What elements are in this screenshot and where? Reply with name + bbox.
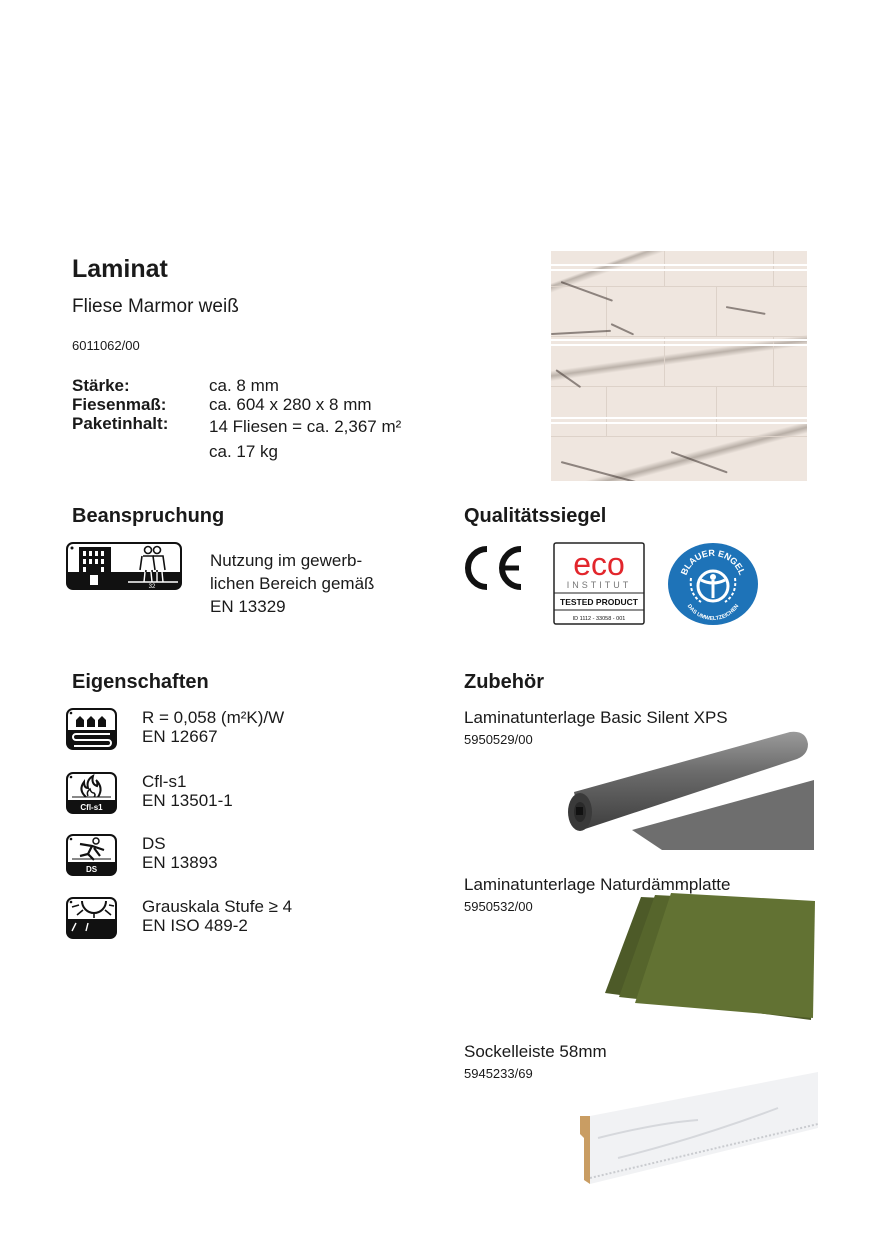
spec-label: Stärke:: [72, 376, 130, 395]
usage-standard: EN 13329: [210, 597, 286, 616]
property-text: [142, 897, 292, 935]
property-value: Cfl-s1: [142, 772, 187, 791]
accessory-name: Sockelleiste 58mm: [464, 1042, 607, 1061]
green-insulation-boards-image: [605, 893, 815, 1020]
spec-row-package: [72, 414, 401, 461]
spec-value: ca. 8 mm: [209, 376, 279, 395]
svg-text:DAS UMWELTZEICHEN: DAS UMWELTZEICHEN: [685, 603, 741, 623]
spec-row-thickness: [72, 376, 401, 395]
product-name: Fliese Marmor weiß: [72, 296, 239, 317]
fire-class-icon: [66, 772, 117, 814]
svg-text:ID 1112 - 33058 - 001: ID 1112 - 33058 - 001: [572, 616, 626, 622]
spec-label: Paketinhalt:: [72, 414, 169, 433]
spec-table: [72, 376, 401, 461]
property-value: DS: [142, 834, 166, 853]
section-heading-qualitaetssiegel: Qualitätssiegel: [464, 505, 607, 527]
light-fastness-icon: [66, 897, 117, 939]
use-class-label: 32: [148, 584, 156, 590]
property-value: R = 0,058 (m²K)/W: [142, 708, 285, 727]
commercial-use-class-32-icon: [66, 542, 182, 590]
article-number: 6011062/00: [72, 338, 140, 353]
svg-text:TESTED PRODUCT: TESTED PRODUCT: [560, 597, 638, 607]
ce-mark-icon: [459, 543, 527, 593]
spec-row-dimensions: [72, 395, 401, 414]
svg-text:DS: DS: [85, 865, 98, 874]
svg-text:BLAUER ENGEL: BLAUER ENGEL: [678, 547, 748, 577]
svg-text:INSTITUT: INSTITUT: [566, 580, 632, 590]
underlay-roll-image: [562, 730, 814, 850]
property-text: [142, 708, 284, 746]
section-heading-eigenschaften: Eigenschaften: [72, 671, 209, 693]
property-standard: EN ISO 489-2: [142, 916, 248, 935]
section-heading-beanspruchung: Beanspruchung: [72, 505, 225, 527]
spec-value: [209, 414, 401, 461]
accessory-number: 5950529/00: [464, 732, 533, 747]
eco-institut-seal-icon: [553, 542, 645, 625]
property-standard: EN 13893: [142, 853, 218, 872]
spec-value: ca. 604 x 280 x 8 mm: [209, 395, 372, 414]
slip-resistance-icon: [66, 834, 117, 876]
accessory-name: Laminatunterlage Naturdämmplatte: [464, 875, 731, 894]
spec-value-area: 14 Fliesen = ca. 2,367 m²: [209, 417, 402, 436]
underfloor-heating-icon: [66, 708, 117, 750]
property-standard: EN 13501-1: [142, 791, 233, 810]
usage-line: lichen Bereich gemäß: [210, 574, 375, 593]
property-value: Grauskala Stufe ≥ 4: [142, 897, 293, 916]
svg-text:eco: eco: [573, 546, 625, 582]
blauer-engel-seal-icon: [667, 542, 759, 626]
product-category-title: Laminat: [72, 255, 168, 283]
section-heading-zubehoer: Zubehör: [464, 671, 544, 693]
property-text: [142, 834, 218, 872]
accessory-number: 5950532/00: [464, 899, 533, 914]
accessory-number: 5945233/69: [464, 1066, 533, 1081]
accessory-name: Laminatunterlage Basic Silent XPS: [464, 708, 728, 727]
spec-label: Fiesenmaß:: [72, 395, 167, 414]
marble-tile-floor-image: [551, 251, 807, 481]
property-standard: EN 12667: [142, 727, 218, 746]
property-text: [142, 772, 233, 810]
usage-description: [210, 549, 374, 618]
svg-text:Cfl-s1: Cfl-s1: [80, 803, 103, 812]
usage-line: Nutzung im gewerb-: [210, 551, 363, 570]
spec-value-weight: ca. 17 kg: [209, 442, 278, 461]
skirting-board-image: [578, 1068, 820, 1186]
